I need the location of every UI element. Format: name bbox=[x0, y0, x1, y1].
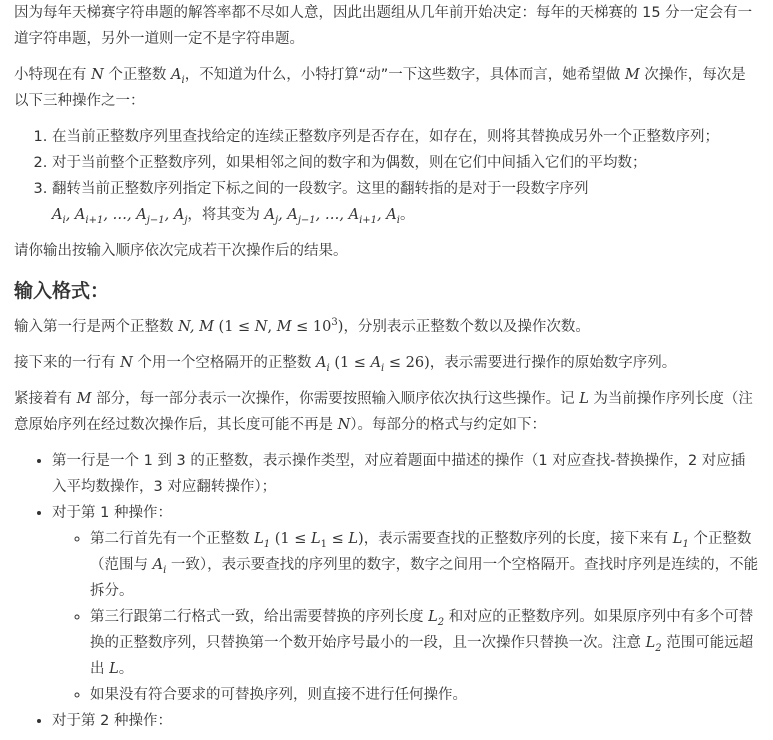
op-1-details bbox=[52, 526, 759, 708]
input-line-2: 接下来的一行有 N 个用一个空格隔开的正整数 $A_i$ $(1 \le A_i \le 26)$，表示需要进行操作的原始数字序列。 bbox=[14, 355, 677, 374]
operation-list bbox=[14, 124, 759, 228]
bullet-op-type: • 第一行是一个 1 到 3 的正整数，表示操作类型，对应着题面中描述的操作（1 对应查找-替换操作，2 对应插入平均数操作，3 对应翻转操作）； bbox=[52, 448, 759, 500]
bullet-op-1: • 对于第 1 种操作： ◦ 第二行首先有一个正整数 $L_1$ $(1 \le L_1 \le L)$，表示需要查找的正整数序列的长度，接下来有 $L_1$ 个正整数（范围与 $A_i$ 一致），表示要查找的序列里的数字，数字之间用一个空格隔开。查找时序列是连续的，不能拆分。 ◦ 第三行跟第二行格式一致，给出需要替换的序列长度 $L_2$ 和对应的正整数序列。如果原序列中有多个可替换的正整数序列，只替换第一个数开始序号最小的一段，且一次操作只替换一次。注意 $L_2$ 范围可能远超出 L。 ◦ 如果没有符合要求的可替换序列，则直接不进行任何操作。 bbox=[52, 500, 759, 708]
bullet-op-2: • 对于第 2 种操作： bbox=[52, 708, 759, 734]
input-line-1: 输入第一行是两个正整数 N, M (1 ≤ N, $M \le 10^3$)，分别表示正整数个数以及操作次数。 bbox=[14, 317, 590, 335]
intro-paragraph: 因为每年天梯赛字符串题的解答率都不尽如人意，因此出题组从几年前开始决定：每年的天梯赛的 15 分一定会有一道字符串题，另外一道则一定不是字符串题。 bbox=[14, 5, 753, 47]
op-1-no-match: ◦ 如果没有符合要求的可替换序列，则直接不进行任何操作。 bbox=[90, 682, 759, 708]
input-format-heading: 输入格式： bbox=[14, 280, 110, 302]
op-1-line-3: ◦ 第三行跟第二行格式一致，给出需要替换的序列长度 $L_2$ 和对应的正整数序列。如果原序列中有多个可替换的正整数序列，只替换第一个数开始序号最小的一段，且一次操作只替换一次。注意 $L_2$ 范围可能远超出 L。 bbox=[90, 604, 759, 682]
operation-3: 3. 翻转当前正整数序列指定下标之间的一段数字。这里的翻转指的是对于一段数字序列 $A_i$, $A_{i+1}$, …, $A_{j-1}$, $A_j$，将其变为 $A_j$, $A_{j-1}$, …, $A_{i+1}$, $A_i$。 bbox=[52, 176, 759, 228]
task-paragraph: 小特现在有 N 个正整数 $A_i$，不知道为什么，小特打算“动”一下这些数字，具体而言，她希望做 M 次操作，每次是以下三种操作之一： bbox=[14, 67, 746, 109]
input-line-3: 紧接着有 M 部分，每一部分表示一次操作，你需要按照输入顺序依次执行这些操作。记 L 为当前操作序列长度（注意原始序列在经过数次操作后，其长度可能不再是 N）。每部分的格式与约定如下： bbox=[14, 391, 753, 433]
operation-2: 2. 对于当前整个正整数序列，如果相邻之间的数字和为偶数，则在它们中间插入它们的平均数； bbox=[52, 150, 759, 176]
format-bullets bbox=[14, 448, 759, 734]
operation-1: 1. 在当前正整数序列里查找给定的连续正整数序列是否存在，如存在，则将其替换成另外一个正整数序列； bbox=[52, 124, 759, 150]
op-1-line-2: ◦ 第二行首先有一个正整数 $L_1$ $(1 \le L_1 \le L)$，表示需要查找的正整数序列的长度，接下来有 $L_1$ 个正整数（范围与 $A_i$ 一致），表示要查找的序列里的数字，数字之间用一个空格隔开。查找时序列是连续的，不能拆分。 bbox=[90, 526, 759, 604]
output-request: 请你输出按输入顺序依次完成若干次操作后的结果。 bbox=[14, 243, 348, 259]
